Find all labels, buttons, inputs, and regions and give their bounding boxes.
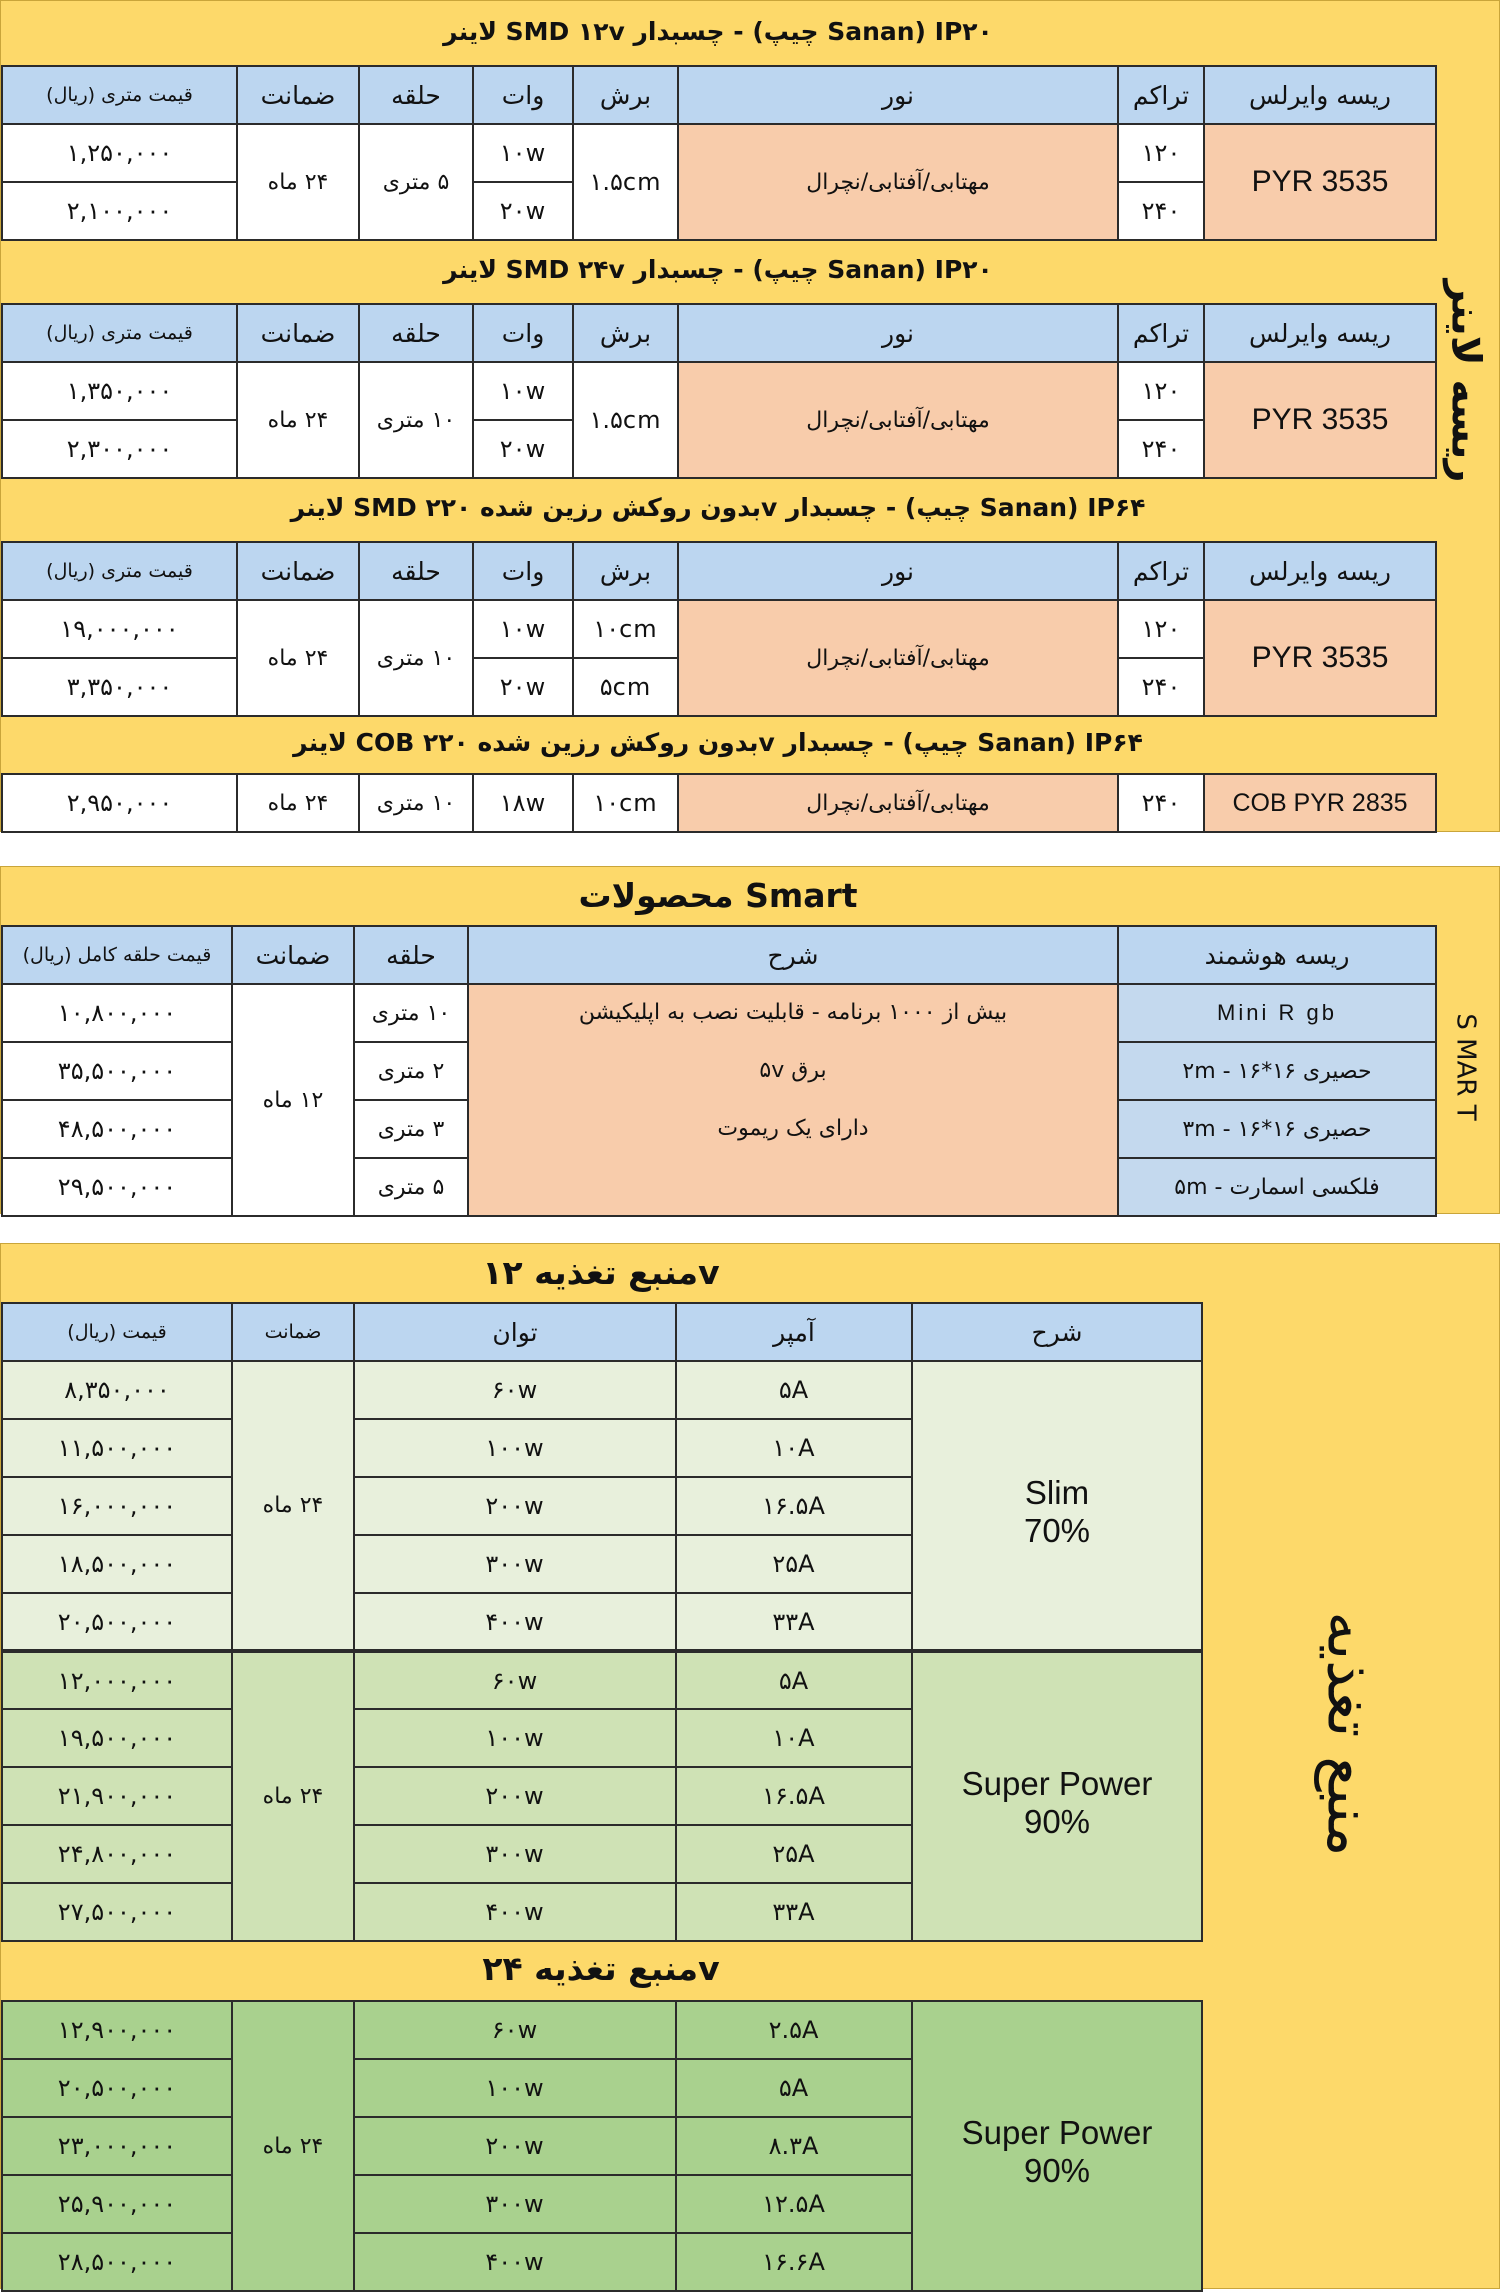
liner-side-label: ریسه لاینر <box>1442 279 1489 483</box>
density-cell: ۲۴۰ <box>1118 774 1204 832</box>
header-warranty: ضمانت <box>237 66 359 124</box>
group-desc-cell <box>912 1361 1202 1651</box>
header-desc: شرح <box>468 926 1118 984</box>
warranty-cell: ۲۴ ماه <box>237 774 359 832</box>
warranty-cell: ۲۴ ماه <box>237 362 359 478</box>
header-watt: وات <box>473 66 573 124</box>
header-density: تراکم <box>1118 304 1204 362</box>
smart-desc-line: بیش از ۱۰۰۰ برنامه - قابلیت نصب به اپلیکیشن <box>578 1000 1008 1025</box>
power-cell: ۳۰۰w <box>354 1825 676 1883</box>
roll-cell: ۱۰ متری <box>359 362 473 478</box>
smart-panel <box>0 866 1500 1214</box>
power-cell: ۶۰w <box>354 1651 676 1709</box>
roll-cell: ۱۰ متری <box>359 774 473 832</box>
light-cell: مهتابی/آفتابی/نچرال <box>678 124 1118 240</box>
power-cell: ۲۰۰w <box>354 1767 676 1825</box>
density-cell: ۲۴۰ <box>1118 420 1204 478</box>
header-desc: شرح <box>912 1303 1202 1361</box>
density-cell: ۲۴۰ <box>1118 182 1204 240</box>
header-watt: وات <box>473 304 573 362</box>
amp-cell: ۱۶.۵A <box>676 1767 912 1825</box>
amp-cell: ۱۶.۵A <box>676 1477 912 1535</box>
price-cell: ۲۱,۹۰۰,۰۰۰ <box>2 1767 232 1825</box>
liner-table-2 <box>1 303 1437 479</box>
header-series: ریسه وایرلس <box>1204 304 1436 362</box>
light-cell: مهتابی/آفتابی/نچرال <box>678 362 1118 478</box>
cut-cell: ۵cm <box>573 658 678 716</box>
cut-cell: ۱۰cm <box>573 600 678 658</box>
amp-cell: ۱۶.۶A <box>676 2233 912 2291</box>
smart-desc-cell <box>468 984 1118 1216</box>
power-24v-title: منبع تغذیه ۲۴v <box>482 1949 720 1988</box>
header-roll: حلقه <box>354 926 468 984</box>
amp-cell: ۳۳A <box>676 1593 912 1651</box>
watt-cell: ۲۰w <box>473 658 573 716</box>
smart-series-cell: Mini R gb <box>1118 984 1436 1042</box>
warranty-cell: ۲۴ ماه <box>237 600 359 716</box>
smart-series-cell: فلکسی اسمارت - ۵m <box>1118 1158 1436 1216</box>
price-cell: ۲۵,۹۰۰,۰۰۰ <box>2 2175 232 2233</box>
amp-cell: ۲۵A <box>676 1535 912 1593</box>
power-cell: ۳۰۰w <box>354 2175 676 2233</box>
power-24v-table <box>1 2000 1203 2292</box>
header-price: قیمت حلقه کامل (ریال) <box>2 926 232 984</box>
power-panel <box>0 1243 1500 2289</box>
cut-cell: ۱.۵cm <box>573 124 678 240</box>
header-smart-series: ریسه هوشمند <box>1118 926 1436 984</box>
density-cell: ۲۴۰ <box>1118 658 1204 716</box>
power-cell: ۴۰۰w <box>354 1883 676 1941</box>
liner-section-2-title: لاینر SMD ۲۴v چسبدار - (چیپ Sanan) IP۲۰ <box>443 255 993 284</box>
power-cell: ۱۰۰w <box>354 1419 676 1477</box>
warranty-cell: ۲۴ ماه <box>232 1651 354 1941</box>
header-price: قیمت متری (ریال) <box>2 66 237 124</box>
amp-cell: ۲۵A <box>676 1825 912 1883</box>
light-cell: مهتابی/آفتابی/نچرال <box>678 774 1118 832</box>
price-cell: ۲۰,۵۰۰,۰۰۰ <box>2 1593 232 1651</box>
power-cell: ۱۰۰w <box>354 1709 676 1767</box>
header-price: قیمت متری (ریال) <box>2 542 237 600</box>
price-cell: ۱,۲۵۰,۰۰۰ <box>2 124 237 182</box>
roll-cell: ۲ متری <box>354 1042 468 1100</box>
density-cell: ۱۲۰ <box>1118 600 1204 658</box>
price-cell: ۳,۳۵۰,۰۰۰ <box>2 658 237 716</box>
power-cell: ۴۰۰w <box>354 1593 676 1651</box>
power-cell: ۱۰۰w <box>354 2059 676 2117</box>
model-name: 3535 PYR <box>1204 124 1436 240</box>
roll-cell: ۱۰ متری <box>354 984 468 1042</box>
header-series: ریسه وایرلس <box>1204 66 1436 124</box>
group-efficiency: 70% <box>1023 1511 1091 1549</box>
group-desc-cell <box>912 2001 1202 2291</box>
cut-cell: ۱۰cm <box>573 774 678 832</box>
header-roll: حلقه <box>359 542 473 600</box>
group-name: Super Power <box>961 2114 1153 2151</box>
group-efficiency: 90% <box>1023 2152 1091 2189</box>
roll-cell: ۱۰ متری <box>359 600 473 716</box>
liner-table-4 <box>1 773 1437 833</box>
model-name: 3535 PYR <box>1204 362 1436 478</box>
header-warranty: ضمانت <box>232 926 354 984</box>
watt-cell: ۲۰w <box>473 182 573 240</box>
watt-cell: ۲۰w <box>473 420 573 478</box>
liner-table-3 <box>1 541 1437 717</box>
header-watt: وات <box>473 542 573 600</box>
watt-cell: ۱۰w <box>473 600 573 658</box>
amp-cell: ۵A <box>676 1651 912 1709</box>
group-desc-cell <box>912 1651 1202 1941</box>
power-cell: ۲۰۰w <box>354 1477 676 1535</box>
liner-section-1-title: لاینر SMD ۱۲v چسبدار - (چیپ Sanan) IP۲۰ <box>443 17 993 46</box>
liner-panel <box>0 0 1500 832</box>
price-cell: ۸,۳۵۰,۰۰۰ <box>2 1361 232 1419</box>
warranty-cell: ۲۴ ماه <box>237 124 359 240</box>
header-warranty: ضمانت <box>237 542 359 600</box>
price-cell: ۱۲,۰۰۰,۰۰۰ <box>2 1651 232 1709</box>
smart-series-cell: حصیری ۱۶*۱۶ - ۲m <box>1118 1042 1436 1100</box>
price-cell: ۱۱,۵۰۰,۰۰۰ <box>2 1419 232 1477</box>
amp-cell: ۲.۵A <box>676 2001 912 2059</box>
group-efficiency: 90% <box>1023 1802 1091 1840</box>
power-cell: ۶۰w <box>354 1361 676 1419</box>
header-cut: برش <box>573 304 678 362</box>
group-name: Super Power <box>961 1764 1153 1802</box>
header-light: نور <box>678 542 1118 600</box>
density-cell: ۱۲۰ <box>1118 124 1204 182</box>
smart-desc-line: دارای یک ریموت <box>717 1116 869 1141</box>
price-cell: ۲۷,۵۰۰,۰۰۰ <box>2 1883 232 1941</box>
header-light: نور <box>678 66 1118 124</box>
price-cell: ۲,۳۰۰,۰۰۰ <box>2 420 237 478</box>
price-cell: ۲۰,۵۰۰,۰۰۰ <box>2 2059 232 2117</box>
price-cell: ۳۵,۵۰۰,۰۰۰ <box>2 1042 232 1100</box>
model-name: 2835 COB PYR <box>1204 774 1436 832</box>
warranty-cell: ۱۲ ماه <box>232 984 354 1216</box>
power-cell: ۲۰۰w <box>354 2117 676 2175</box>
price-cell: ۲۹,۵۰۰,۰۰۰ <box>2 1158 232 1216</box>
roll-cell: ۳ متری <box>354 1100 468 1158</box>
price-cell: ۲۸,۵۰۰,۰۰۰ <box>2 2233 232 2291</box>
power-12v-table <box>1 1302 1203 1942</box>
smart-table <box>1 925 1437 1217</box>
header-warranty: ضمانت <box>232 1303 354 1361</box>
amp-cell: ۵A <box>676 1361 912 1419</box>
amp-cell: ۱۲.۵A <box>676 2175 912 2233</box>
liner-section-4-title: لاینر COB بدون روکش رزین شده ۲۲۰v چسبدار - (چیپ Sanan) IP۶۴ <box>293 728 1143 757</box>
roll-cell: ۵ متری <box>354 1158 468 1216</box>
price-cell: ۱۹,۰۰۰,۰۰۰ <box>2 600 237 658</box>
watt-cell: ۱۸w <box>473 774 573 832</box>
price-cell: ۱,۳۵۰,۰۰۰ <box>2 362 237 420</box>
light-cell: مهتابی/آفتابی/نچرال <box>678 600 1118 716</box>
price-cell: ۱۰,۸۰۰,۰۰۰ <box>2 984 232 1042</box>
liner-section-3-title: لاینر SMD بدون روکش رزین شده ۲۲۰v چسبدار - (چیپ Sanan) IP۶۴ <box>290 493 1146 522</box>
amp-cell: ۳۳A <box>676 1883 912 1941</box>
header-cut: برش <box>573 66 678 124</box>
price-cell: ۱۲,۹۰۰,۰۰۰ <box>2 2001 232 2059</box>
liner-table-1 <box>1 65 1437 241</box>
power-side-label: منبع تغذیه <box>1314 1611 1384 1857</box>
amp-cell: ۸.۳A <box>676 2117 912 2175</box>
model-name: 3535 PYR <box>1204 600 1436 716</box>
smart-side-label: S MAR T <box>1451 1013 1482 1121</box>
header-price: قیمت (ریال) <box>2 1303 232 1361</box>
cut-cell: ۱.۵cm <box>573 362 678 478</box>
price-cell: ۲۳,۰۰۰,۰۰۰ <box>2 2117 232 2175</box>
header-series: ریسه وایرلس <box>1204 542 1436 600</box>
header-power: توان <box>354 1303 676 1361</box>
price-cell: ۲۴,۸۰۰,۰۰۰ <box>2 1825 232 1883</box>
header-price: قیمت متری (ریال) <box>2 304 237 362</box>
header-roll: حلقه <box>359 304 473 362</box>
density-cell: ۱۲۰ <box>1118 362 1204 420</box>
warranty-cell: ۲۴ ماه <box>232 1361 354 1651</box>
amp-cell: ۱۰A <box>676 1419 912 1477</box>
power-cell: ۳۰۰w <box>354 1535 676 1593</box>
watt-cell: ۱۰w <box>473 362 573 420</box>
price-cell: ۱۸,۵۰۰,۰۰۰ <box>2 1535 232 1593</box>
power-12v-title: منبع تغذیه ۱۲v <box>482 1253 720 1292</box>
group-name: Slim <box>1024 1473 1090 1511</box>
header-warranty: ضمانت <box>237 304 359 362</box>
amp-cell: ۱۰A <box>676 1709 912 1767</box>
price-cell: ۲,۹۵۰,۰۰۰ <box>2 774 237 832</box>
watt-cell: ۱۰w <box>473 124 573 182</box>
smart-series-cell: حصیری ۱۶*۱۶ - ۳m <box>1118 1100 1436 1158</box>
price-cell: ۴۸,۵۰۰,۰۰۰ <box>2 1100 232 1158</box>
price-cell: ۱۶,۰۰۰,۰۰۰ <box>2 1477 232 1535</box>
header-amp: آمپر <box>676 1303 912 1361</box>
warranty-cell: ۲۴ ماه <box>232 2001 354 2291</box>
price-cell: ۱۹,۵۰۰,۰۰۰ <box>2 1709 232 1767</box>
smart-title: محصولات Smart <box>578 876 858 915</box>
header-light: نور <box>678 304 1118 362</box>
header-density: تراکم <box>1118 66 1204 124</box>
header-cut: برش <box>573 542 678 600</box>
price-cell: ۲,۱۰۰,۰۰۰ <box>2 182 237 240</box>
header-roll: حلقه <box>359 66 473 124</box>
amp-cell: ۵A <box>676 2059 912 2117</box>
header-density: تراکم <box>1118 542 1204 600</box>
power-cell: ۶۰w <box>354 2001 676 2059</box>
power-cell: ۴۰۰w <box>354 2233 676 2291</box>
smart-desc-line: برق ۵v <box>759 1058 827 1083</box>
roll-cell: ۵ متری <box>359 124 473 240</box>
